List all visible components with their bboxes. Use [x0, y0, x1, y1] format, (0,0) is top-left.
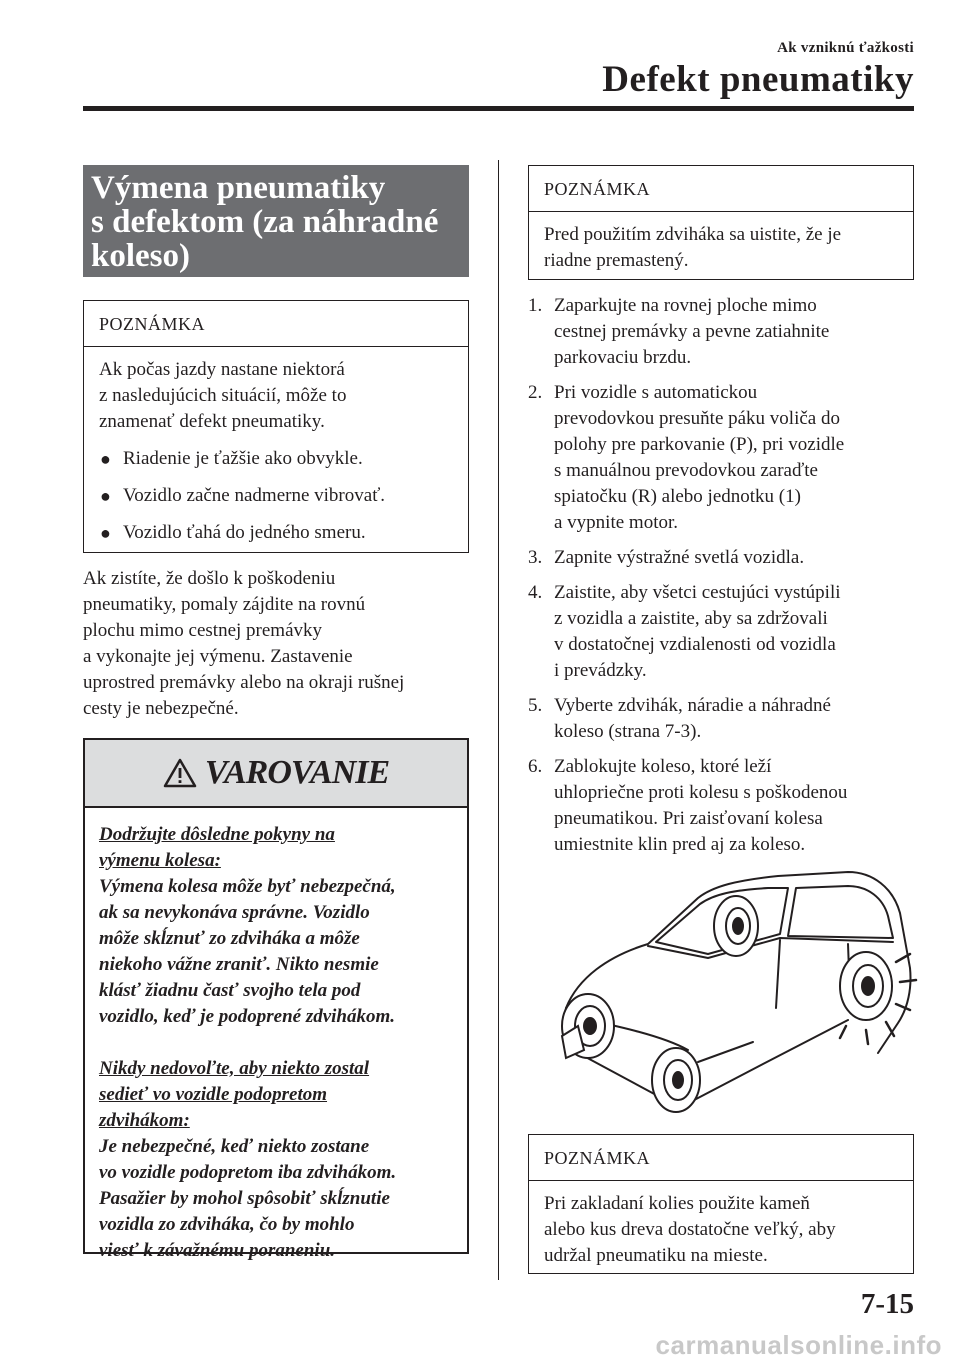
step-item [528, 380, 918, 536]
step-line: Zaistite, aby všetci cestujúci vystúpili [554, 582, 841, 603]
car-wheel-chock-illustration [548, 858, 918, 1118]
warning-text-line: ak sa nevykonáva správne. Vozidlo [99, 902, 370, 923]
symptom-text: Vozidlo ťahá do jedného smeru. [123, 522, 366, 543]
step-line: prevodovkou presuňte páku voliča do [554, 408, 840, 429]
watermark: carmanualsonline.info [655, 1330, 942, 1360]
note-heading: POZNÁMKA [529, 166, 913, 212]
warning-box [83, 738, 469, 1261]
bullet-icon: ● [100, 523, 111, 543]
header-page-title: Defekt pneumatiky [602, 59, 914, 100]
procedure-steps [528, 293, 918, 867]
note-heading: POZNÁMKA [84, 301, 468, 347]
note-text-line: z nasledujúcich situácií, môže to [99, 385, 347, 406]
warning-title: VAROVANIE [204, 754, 390, 791]
step-line: Zablokujte koleso, ktoré leží [554, 756, 772, 777]
step-item [528, 545, 918, 571]
step-number: 3. [528, 547, 543, 568]
step-line: Pri vozidle s automatickou [554, 382, 758, 403]
step-number: 1. [528, 295, 543, 316]
step-line: Zaparkujte na rovnej ploche mimo [554, 295, 817, 316]
step-line: a vypnite motor. [554, 512, 679, 533]
step-line: umiestnite klin pred aj za koleso. [554, 834, 806, 855]
step-number: 6. [528, 756, 543, 777]
warning-text-line: môže skĺznuť zo zdviháka a môže [99, 928, 360, 949]
section-title-line: Výmena pneumatiky [91, 170, 386, 206]
warning-heading-line: výmenu kolesa: [99, 850, 221, 871]
note-box-jack [528, 165, 914, 280]
step-line: z vozidla a zaistite, aby sa zdržovali [554, 608, 828, 629]
warning-text-line: niekoho vážne zraniť. Nikto nesmie [99, 954, 379, 975]
step-item [528, 293, 918, 371]
section-title-line: s defektom (za náhradné [91, 204, 439, 240]
warning-text-line: Výmena kolesa môže byť nebezpečná, [99, 876, 396, 897]
symptom-item [99, 520, 453, 546]
note-box-chock [528, 1134, 914, 1274]
step-line: cestnej premávky a pevne zatiahnite [554, 321, 830, 342]
step-line: uhlopriečne proti kolesu s poškodenou [554, 782, 848, 803]
warning-heading-line: Dodržujte dôsledne pokyny na [99, 824, 335, 845]
symptom-text: Riadenie je ťažšie ako obvykle. [123, 448, 363, 469]
warning-header [85, 740, 467, 808]
step-item [528, 693, 918, 745]
step-line: spiatočku (R) alebo jednotku (1) [554, 486, 801, 507]
warning-heading-line: zdvihákom: [99, 1110, 190, 1131]
step-item [528, 754, 918, 858]
warning-text-line: vo vozidle podopretom iba zdvihákom. [99, 1162, 397, 1183]
header-rule [83, 106, 914, 111]
symptom-item [99, 446, 453, 472]
step-number: 5. [528, 695, 543, 716]
warning-text-line: Je nebezpečné, keď niekto zostane [99, 1136, 370, 1157]
step-line: v dostatočnej vzdialenosti od vozidla [554, 634, 836, 655]
note-body [529, 1181, 913, 1281]
step-line: Zapnite výstražné svetlá vozidla. [554, 547, 805, 568]
step-line: Vyberte zdvihák, náradie a náhradné [554, 695, 831, 716]
note-text-line: Pred použitím zdviháka sa uistite, že je [544, 224, 842, 245]
warning-heading-line: sedieť vo vozidle podopretom [99, 1084, 328, 1105]
step-number: 4. [528, 582, 543, 603]
warning-heading-line: Nikdy nedovoľte, aby niekto zostal [99, 1058, 370, 1079]
paragraph-line: uprostred premávky alebo na okraji rušnej [83, 672, 405, 693]
bullet-icon: ● [100, 449, 111, 469]
note-heading: POZNÁMKA [529, 1135, 913, 1181]
section-title-line: koleso) [91, 238, 190, 274]
warning-text-line: vozidlo, keď je podoprené zdvihákom. [99, 1006, 396, 1027]
note-text-line: Ak počas jazdy nastane niektorá [99, 359, 345, 380]
step-line: koleso (strana 7-3). [554, 721, 702, 742]
note-text-line: riadne premastený. [544, 250, 689, 271]
bullet-icon: ● [100, 486, 111, 506]
section-title [83, 165, 469, 277]
paragraph-line: plochu mimo cestnej premávky [83, 620, 323, 641]
note-body [84, 347, 468, 558]
paragraph-line: Ak zistíte, že došlo k poškodeniu [83, 568, 336, 589]
paragraph-line: a vykonajte jej výmenu. Zastavenie [83, 646, 353, 667]
note-text-line: udržal pneumatiku na mieste. [544, 1245, 768, 1266]
step-line: pneumatikou. Pri zaisťovaní kolesa [554, 808, 823, 829]
warning-triangle-icon [163, 758, 197, 788]
symptom-item [99, 483, 453, 509]
page-number: 7-15 [860, 1288, 914, 1320]
note-box-symptoms [83, 300, 469, 553]
warning-text-line: viesť k závažnému poraneniu. [99, 1240, 336, 1261]
warning-spacer [99, 1030, 453, 1056]
note-body [529, 212, 913, 286]
step-line: i prevádzky. [554, 660, 647, 681]
paragraph-line: pneumatiky, pomaly zájdite na rovnú [83, 594, 366, 615]
paragraph-line: cesty je nebezpečné. [83, 698, 239, 719]
intro-paragraph [83, 566, 473, 722]
step-number: 2. [528, 382, 543, 403]
warning-text-line: vozidla zo zdviháka, čo by mohlo [99, 1214, 355, 1235]
warning-text-line: klásť žiadnu časť svojho tela pod [99, 980, 361, 1001]
column-divider [498, 160, 499, 1280]
step-line: polohy pre parkovanie (P), pri vozidle [554, 434, 845, 455]
symptom-list [99, 446, 453, 546]
note-text-line: znamenať defekt pneumatiky. [99, 411, 325, 432]
step-line: s manuálnou prevodovkou zaraďte [554, 460, 818, 481]
note-text-line: alebo kus dreva dostatočne veľký, aby [544, 1219, 836, 1240]
header-section-label: Ak vzniknú ťažkosti [777, 40, 914, 56]
warning-text-line: Pasažier by mohol spôsobiť skĺznutie [99, 1188, 390, 1209]
symptom-text: Vozidlo začne nadmerne vibrovať. [123, 485, 386, 506]
step-item [528, 580, 918, 684]
step-line: parkovaciu brzdu. [554, 347, 692, 368]
warning-body [85, 808, 467, 1274]
note-text-line: Pri zakladaní kolies použite kameň [544, 1193, 810, 1214]
